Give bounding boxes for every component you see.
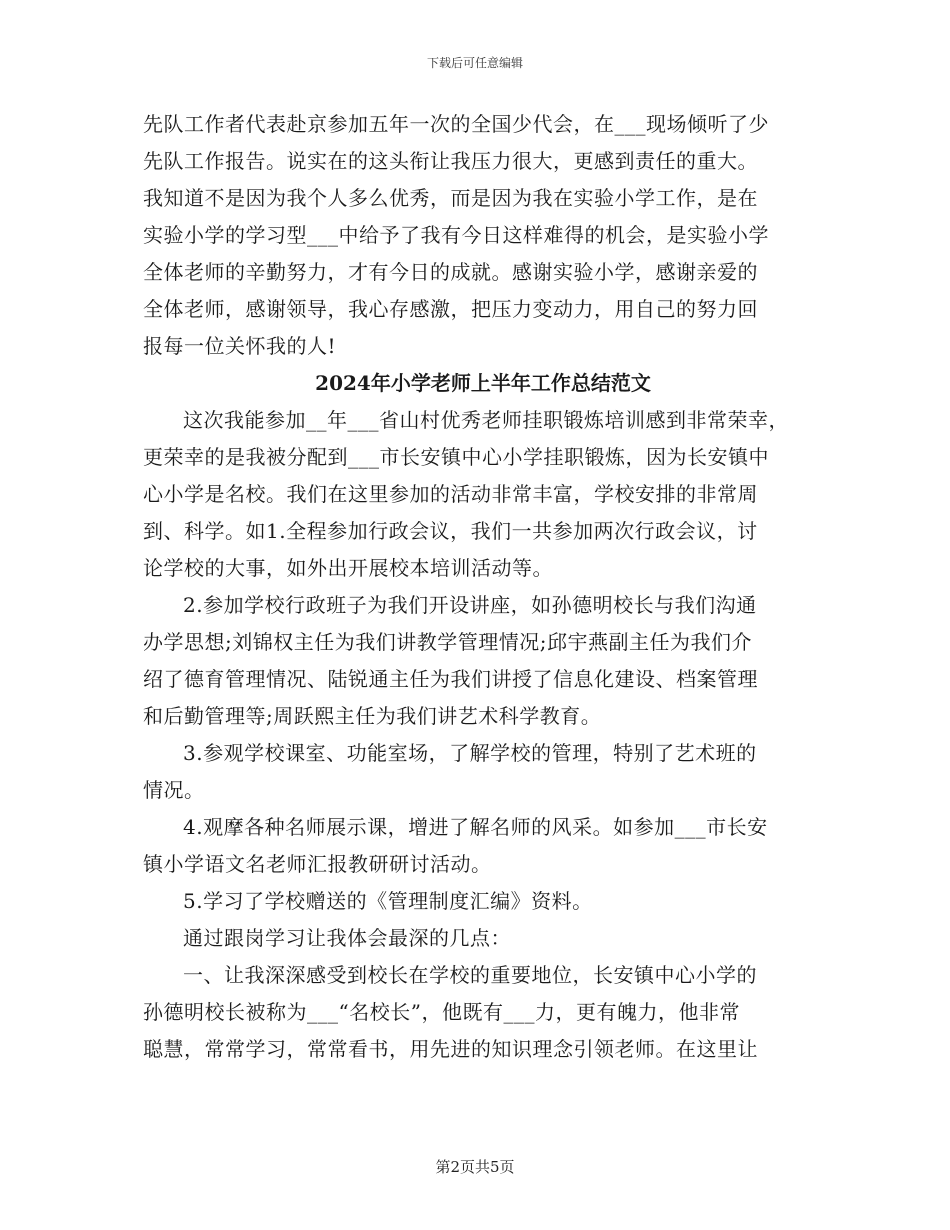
text-line: 全体老师，感谢领导，我心存感激，把压力变动力，用自己的努力回 [143,297,758,321]
text-line: 更荣幸的是我被分配到___市长安镇中心小学挂职锻炼，因为长安镇中 [143,445,769,469]
text-line: 4.观摩各种名师展示课，增进了解名师的风采。如参加___市长安 [183,815,768,839]
text-line: 镇小学语文名老师汇报教研研讨活动。 [143,852,492,876]
paragraph-5 [143,883,823,920]
text-line: 到、科学。如1.全程参加行政会议，我们一共参加两次行政会议，讨 [143,519,758,543]
text-line: 5.学习了学校赠送的《管理制度汇编》资料。 [183,889,593,913]
paragraph-4 [143,809,823,883]
paragraph-6 [143,920,823,957]
text-line: 一、让我深深感受到校长在学校的重要地位，长安镇中心小学的 [183,963,757,987]
document-body [143,106,823,1068]
text-line: 办学思想;刘锦权主任为我们讲教学管理情况;邱宇燕副主任为我们介 [143,630,752,654]
text-line: 孙德明校长被称为___“名校长”，他既有___力，更有魄力，他非常 [143,1000,740,1024]
paragraph-2 [143,587,823,735]
text-line: 论学校的大事，如外出开展校本培训活动等。 [143,556,553,580]
article-title: 2024年小学老师上半年工作总结范文 [315,371,651,395]
intro-paragraph [143,106,823,365]
paragraph-7 [143,957,823,1068]
text-line: 这次我能参加__年___省山村优秀老师挂职锻炼培训感到非常荣幸， [183,408,789,432]
text-line: 3.参观学校课室、功能室场，了解学校的管理，特别了艺术班的 [183,741,757,765]
text-line: 先队工作报告。说实在的这头衔让我压力很大，更感到责任的重大。 [143,149,758,173]
text-line: 先队工作者代表赴京参加五年一次的全国少代会，在___现场倾听了少 [143,112,769,136]
text-line: 实验小学的学习型___中给予了我有今日这样难得的机会，是实验小学 [143,223,769,247]
text-line: 全体老师的辛勤努力，才有今日的成就。感谢实验小学，感谢亲爱的 [143,260,758,284]
page-header-note: 下载后可任意编辑 [426,56,523,70]
text-line: 和后勤管理等;周跃熙主任为我们讲艺术科学教育。 [143,704,602,728]
page-number: 第2页共5页 [435,1158,515,1176]
paragraph-3 [143,735,823,809]
text-line: 通过跟岗学习让我体会最深的几点： [183,926,511,950]
text-line: 我知道不是因为我个人多么优秀，而是因为我在实验小学工作，是在 [143,186,758,210]
text-line: 绍了德育管理情况、陆锐通主任为我们讲授了信息化建设、档案管理 [143,667,758,691]
text-line: 报每一位关怀我的人! [143,334,337,358]
text-line: 心小学是名校。我们在这里参加的活动非常丰富，学校安排的非常周 [143,482,758,506]
text-line: 情况。 [143,778,205,802]
paragraph-1 [143,402,823,587]
text-line: 聪慧，常常学习，常常看书，用先进的知识理念引领老师。在这里让 [143,1037,758,1061]
text-line: 2.参加学校行政班子为我们开设讲座，如孙德明校长与我们沟通 [183,593,757,617]
